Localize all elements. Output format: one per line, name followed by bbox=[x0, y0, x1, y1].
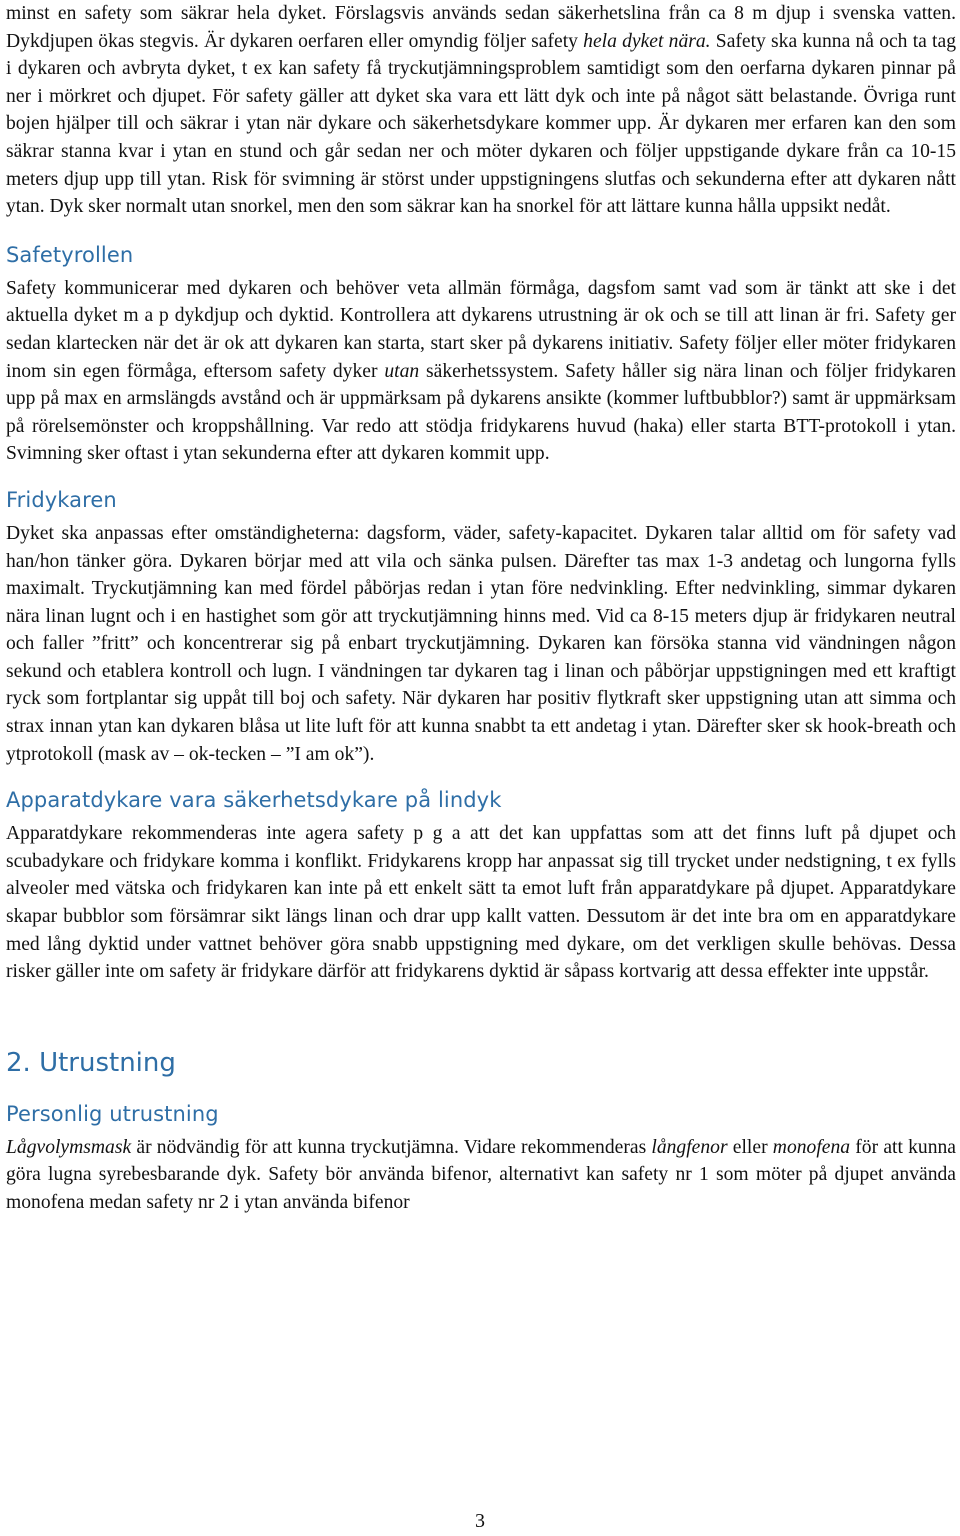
personlig-em-3: monofena bbox=[772, 1136, 851, 1158]
heading-fridykaren: Fridykaren bbox=[6, 487, 117, 512]
heading-utrustning: 2. Utrustning bbox=[6, 1047, 176, 1078]
intro-text-1: minst en safety som säkrar hela dyket. Förslagsvis används sedan säkerhetslina från ca 8 m djup i svenska vatten. Dykdjupen ökas stegvis. Är dykaren oerfaren eller omyndig följer safety bbox=[6, 3, 956, 52]
intro-paragraph bbox=[6, 0, 956, 221]
personlig-em-2: långfenor bbox=[651, 1136, 728, 1158]
document-page bbox=[6, 0, 956, 1217]
personlig-text-3: för att kunna göra lugna syrebesbarande dyk. Safety bör använda bifenor, alternativt kan safety nr 1 som möter på djupet använda monofena medan safety nr 2 i ytan använda bifenor bbox=[6, 1136, 956, 1213]
heading-apparatdykare: Apparatdykare vara säkerhetsdykare på lindyk bbox=[6, 788, 502, 813]
page-number: 3 bbox=[475, 1510, 485, 1532]
heading-safetyrollen: Safetyrollen bbox=[6, 242, 134, 267]
safetyrollen-emphasis: utan bbox=[384, 360, 420, 382]
safetyrollen-paragraph bbox=[6, 275, 956, 468]
safetyrollen-text-1: Safety kommunicerar med dykaren och behöver veta allmän förmåga, dagsfom samt vad som är tänkt att ske i det aktuella dyket m a p dykdjup och dyktid. Kontrollera att dykarens utrustning är ok och se till att linan är fri. Safety ger sedan klartecken när det är ok att dykaren kan starta, start sker på dykarens initiativ. Safety följer eller möter fridykaren inom sin egen förmåga, eftersom safety dyker bbox=[6, 277, 956, 382]
safetyrollen-text-2: säkerhetssystem. Safety håller sig nära linan och följer fridykaren upp på max en armslängds avstånd och är uppmärksam på dykarens ansikte (kommer luftbubblor?) samt är uppmärksam på rörelsemönster och kroppshållning. Var redo att stödja fridykarens huvud (haka) eller starta BTT-protokoll i ytan. Svimning sker oftast i ytan sekunderna efter att dykaren kommit upp. bbox=[6, 360, 956, 465]
personlig-text-1: är nödvändig för att kunna tryckutjämna. Vidare rekommenderas bbox=[131, 1136, 652, 1158]
personlig-paragraph bbox=[6, 1134, 956, 1217]
intro-emphasis: hela dyket nära. bbox=[583, 30, 711, 52]
fridykaren-paragraph: Dyket ska anpassas efter omständigheterna: dagsform, väder, safety-kapacitet. Dykaren talar alltid om för safety vad han/hon tänker göra. Dykaren börjar med att vila och sänka pulsen. Därefter tas max 1-3 andetag och lungorna fylls maximalt. Tryckutjämning kan med fördel påbörjas redan i ytan före nedvinkling. Efter nedvinkling, simmar dykaren nära linan lugnt och i en hastighet som gör att tryckutjämning hinns med. Vid ca 8-15 meters djup är fridykaren neutral och faller ”fritt” och koncentrerar sig på enbart tryckutjämning. Dykaren kan försöka stanna vid vändningen någon sekund och etablera kontroll och lugn. I vändningen tar dykaren tag i linan och påbörjar uppstigningen med ett kraftigt ryck som fortplantar sig uppåt till boj och safety. När dykaren har positiv flytkraft sker uppstigning utan att simma och strax innan ytan kan dykaren blåsa ut lite luft för att kunna snabbt ta ett andetag i ytan. Därefter sker sk hook-breath och ytprotokoll (mask av – ok-tecken – ”I am ok”). bbox=[6, 522, 956, 765]
personlig-em-1: Lågvolymsmask bbox=[6, 1136, 132, 1158]
heading-personlig-utrustning: Personlig utrustning bbox=[6, 1101, 219, 1126]
intro-text-2: Safety ska kunna nå och ta tag i dykaren och avbryta dyket, t ex kan safety få tryckutjämningsproblem samtidigt som den oerfarna dykaren pinnar på ner i mörkret och djupet. För safety gäller att dyket ska vara ett lätt dyk och inte på något sätt belastande. Övriga runt bojen hjälper till och säkrar i ytan när dykare och säkerhetsdykare kommer upp. Är dykaren mer erfaren kan den som säkrar stanna kvar i ytan en stund och går sedan ner och möter dykaren och följer uppstigande dykare från ca 10-15 meters djup upp till ytan. Risk för svimning är störst under uppstigningens slutfas och sekunderna efter att dykaren nått ytan. Dyk sker normalt utan snorkel, men den som säkrar kan ha snorkel för att lättare kunna hålla uppsikt nedåt. bbox=[6, 30, 956, 218]
personlig-text-2: eller bbox=[727, 1136, 773, 1158]
apparatdykare-paragraph: Apparatdykare rekommenderas inte agera safety p g a att det kan uppfattas som att det finns luft på djupet och scubadykare och fridykare komma i konflikt. Fridykarens kropp har anpassat sig till trycket under nedstigning, t ex fylls alveoler med vätska och fridykaren kan inte på ett enkelt sätt ta emot luft från apparatdykare på djupet. Apparatdykare skapar bubblor som försämrar sikt längs linan och drar upp kallt vatten. Dessutom är det inte bra om en apparatdykare med lång dyktid under vattnet behöver göra snabb uppstigning med dykare, om det verkligen skulle behövas. Dessa risker gäller inte om safety är fridykare därför att fridykarens dyktid är såpass kortvarig att dessa effekter inte uppstår. bbox=[6, 823, 956, 983]
